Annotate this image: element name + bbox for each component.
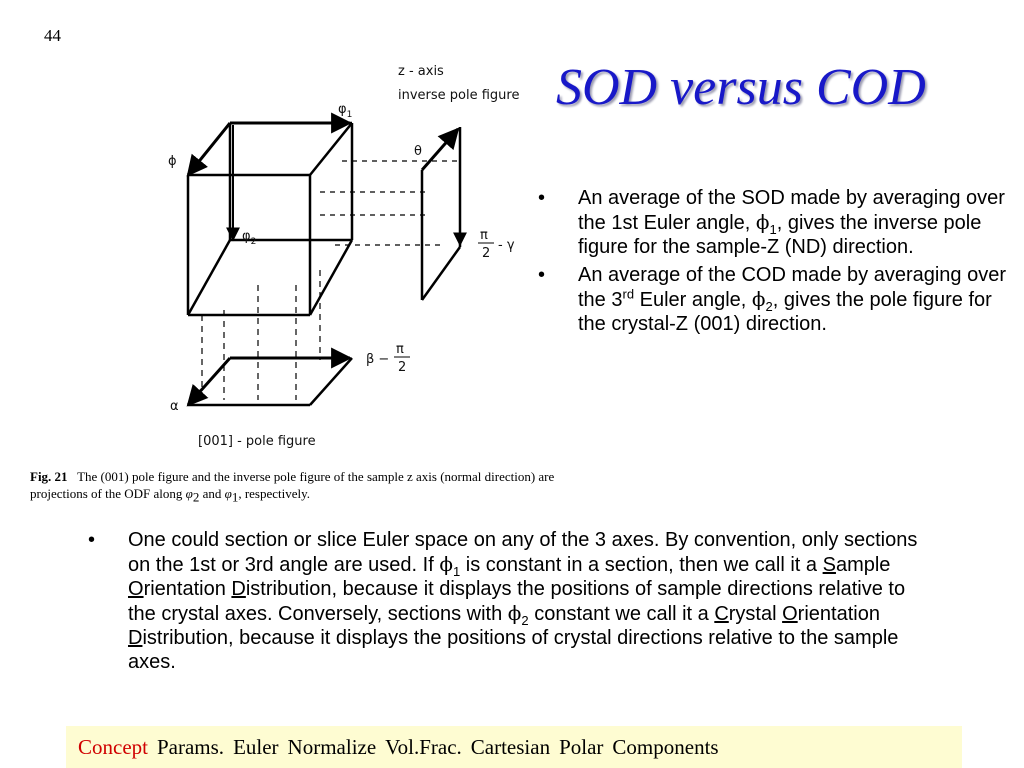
cube-left-bottom-edge bbox=[188, 240, 230, 315]
cube bbox=[188, 123, 352, 315]
gamma-label: - γ bbox=[498, 238, 515, 253]
figure-caption: Fig. 21 The (001) pole figure and the inverse pole figure of the sample z axis (normal direction) are projections of the ODF along $\varphi_2$ and $\varphi_1$, respectively. bbox=[30, 469, 555, 505]
projection-lines-right bbox=[320, 161, 460, 245]
phi-arrow bbox=[188, 123, 230, 175]
beta-pi-label: π bbox=[396, 342, 404, 357]
projection-lines-down bbox=[202, 270, 320, 400]
theta-label: θ bbox=[414, 144, 422, 159]
nav-params[interactable]: Params. bbox=[156, 734, 225, 759]
bullet-sections: • One could section or slice Euler space on any of the 3 axes. By convention, only sections on the 1st or 3rd angle are used. If $\phi_1$ is constant in a section, then we call it a Sample Orientation Distribution, because it displays the positions of sample directions relative to the crystal axes. Conversely, sections with $\phi_2$ constant we call it a Crystal Orientation Distribution, because it displays the positions of crystal directions relative to the sample axes. bbox=[88, 529, 918, 673]
phi2-label: $\varphi_2$ bbox=[242, 229, 257, 247]
slide-title: SOD versus COD bbox=[556, 59, 926, 116]
pole-figure-plane bbox=[188, 358, 352, 405]
slide-number: 44 bbox=[44, 26, 61, 45]
bullet-cod: • An average of the COD made by averaging over the 3rd Euler angle, $\phi_2$, gives the pole figure for the crystal-Z (001) direction. bbox=[538, 264, 1007, 335]
beta-label: β − bbox=[366, 352, 390, 367]
bullet-sod: • An average of the SOD made by averaging over the 1st Euler angle, $\phi_1$, gives the inverse pole figure for the sample-Z (ND) direction. bbox=[538, 187, 1005, 258]
beta-two-label: 2 bbox=[398, 360, 407, 375]
right-bullet-list bbox=[538, 186, 1018, 340]
pole-figure-label: [001] - pole figure bbox=[198, 434, 316, 449]
z-axis-label: z - axis bbox=[398, 64, 444, 79]
nav-polar[interactable]: Polar bbox=[559, 734, 604, 759]
fig-number: Fig. 21 bbox=[30, 469, 68, 484]
nav-bar bbox=[66, 726, 962, 768]
alpha-label: α bbox=[170, 399, 179, 414]
phi1-label: $\varphi_1$ bbox=[338, 102, 353, 120]
nav-cartesian[interactable]: Cartesian bbox=[470, 734, 551, 759]
inverse-pole-figure-plane bbox=[422, 127, 460, 300]
gamma-two-label: 2 bbox=[482, 246, 491, 261]
nav-euler[interactable]: Euler bbox=[233, 734, 279, 759]
inverse-pole-figure-label: inverse pole figure bbox=[398, 88, 520, 103]
bottom-bullet-list bbox=[88, 528, 918, 678]
theta-arrow bbox=[422, 129, 458, 170]
cube-bottom-right-edge bbox=[310, 240, 352, 315]
nav-volfrac[interactable]: Vol.Frac. bbox=[385, 734, 462, 759]
euler-cube-diagram bbox=[20, 55, 540, 465]
nav-components[interactable]: Components bbox=[612, 734, 719, 759]
nav-concept[interactable]: Concept bbox=[78, 734, 148, 759]
gamma-pi-label: π bbox=[480, 228, 488, 243]
cube-top-right-edge bbox=[310, 123, 352, 175]
nav-normalize[interactable]: Normalize bbox=[287, 734, 377, 759]
phi-label: ϕ bbox=[168, 154, 177, 169]
